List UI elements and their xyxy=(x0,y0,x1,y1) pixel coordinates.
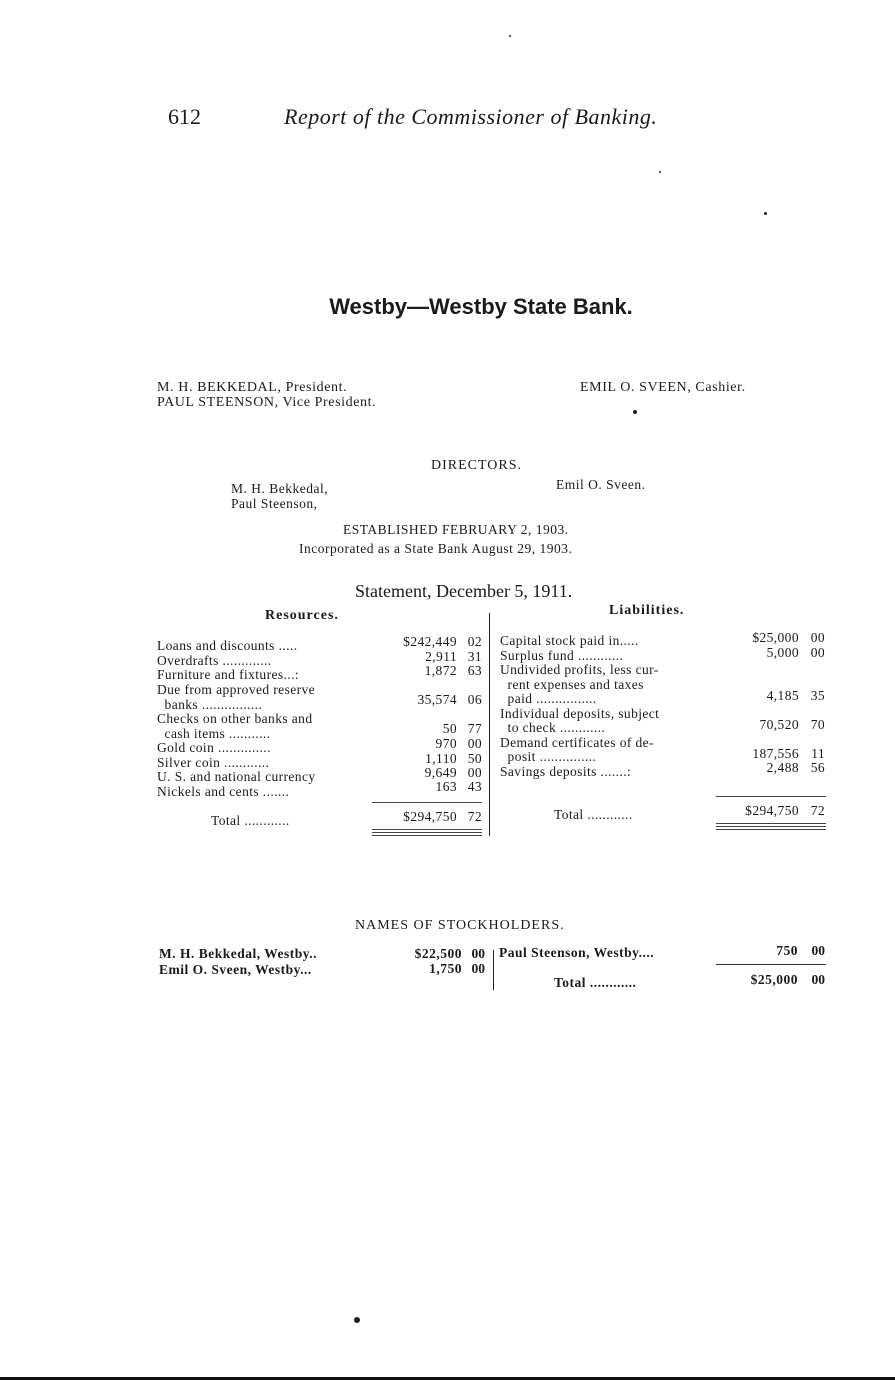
stockholder-cents: 00 xyxy=(471,961,485,976)
resources-heading: Resources. xyxy=(265,608,339,623)
incorporated-date: Incorporated as a State Bank August 29, 1903. xyxy=(299,541,573,556)
resource-label: Silver coin ............ xyxy=(157,755,270,770)
total-double-rule xyxy=(716,826,826,827)
liability-label: to check ............ xyxy=(500,720,606,735)
total-rule xyxy=(372,802,482,803)
stockholder-dollars: 750 xyxy=(776,943,798,958)
scan-speck xyxy=(509,35,511,37)
officer-vice-president: PAUL STEENSON, Vice President. xyxy=(157,395,377,410)
liability-dollars: 4,185 xyxy=(766,688,799,703)
resources-total-label: Total ............ xyxy=(211,813,290,828)
liability-label: rent expenses and taxes xyxy=(500,677,644,692)
directors-heading: DIRECTORS. xyxy=(431,458,523,473)
total-double-rule xyxy=(372,832,482,833)
liability-dollars: 2,488 xyxy=(766,760,799,775)
liability-label: paid ................ xyxy=(500,691,597,706)
resource-cents: 00 xyxy=(467,765,482,780)
liability-cents: 11 xyxy=(811,746,825,761)
total-double-rule xyxy=(372,835,482,836)
scan-speck xyxy=(633,410,637,414)
officer-president: M. H. BEKKEDAL, President. xyxy=(157,380,348,395)
liability-dollars: 5,000 xyxy=(766,645,799,660)
resource-label: Loans and discounts ..... xyxy=(157,638,298,653)
liabilities-total-cents: 72 xyxy=(810,803,825,818)
bank-title: Westby—Westby State Bank. xyxy=(329,294,633,319)
resource-label: banks ................ xyxy=(157,697,263,712)
scan-speck xyxy=(354,1317,360,1323)
stockholder-cents: 00 xyxy=(471,946,485,961)
stockholders-total-cents: 00 xyxy=(811,972,825,987)
liabilities-total-dollars: $294,750 xyxy=(745,803,799,818)
resource-dollars: 970 xyxy=(435,736,457,751)
liability-label: Capital stock paid in..... xyxy=(500,633,639,648)
resource-cents: 31 xyxy=(467,649,482,664)
liability-dollars: 187,556 xyxy=(752,746,799,761)
resource-dollars: 9,649 xyxy=(424,765,457,780)
director-name: M. H. Bekkedal, xyxy=(231,481,329,496)
liabilities-total-label: Total ............ xyxy=(554,807,633,822)
resource-cents: 63 xyxy=(467,663,482,678)
resource-cents: 77 xyxy=(467,721,482,736)
liability-label: Individual deposits, subject xyxy=(500,706,660,721)
liability-cents: 00 xyxy=(810,630,825,645)
liability-label: Savings deposits .......: xyxy=(500,764,632,779)
stockholders-heading: NAMES OF STOCKHOLDERS. xyxy=(355,918,565,933)
total-double-rule xyxy=(372,829,482,830)
liability-label: Demand certificates of de- xyxy=(500,735,654,750)
total-double-rule xyxy=(716,823,826,824)
stockholder-name: Paul Steenson, Westby.... xyxy=(499,945,655,960)
resource-dollars: 163 xyxy=(435,779,457,794)
statement-title: Statement, December 5, 1911. xyxy=(355,581,573,601)
stockholder-name: M. H. Bekkedal, Westby.. xyxy=(159,946,318,961)
liability-cents: 70 xyxy=(810,717,825,732)
director-name: Emil O. Sveen. xyxy=(556,477,646,492)
resource-cents: 06 xyxy=(467,692,482,707)
total-rule xyxy=(716,964,826,965)
liability-label: Surplus fund ............ xyxy=(500,648,624,663)
resource-label: Overdrafts ............. xyxy=(157,653,272,668)
liability-cents: 35 xyxy=(810,688,825,703)
liability-cents: 56 xyxy=(810,760,825,775)
resource-dollars: 35,574 xyxy=(417,692,457,707)
liability-dollars: 70,520 xyxy=(759,717,799,732)
liabilities-heading: Liabilities. xyxy=(609,603,685,618)
resource-label: Gold coin .............. xyxy=(157,740,271,755)
officer-cashier: EMIL O. SVEEN, Cashier. xyxy=(580,380,746,395)
column-divider xyxy=(489,613,490,836)
resource-cents: 00 xyxy=(467,736,482,751)
stockholders-divider xyxy=(493,950,494,990)
established-date: ESTABLISHED FEBRUARY 2, 1903. xyxy=(343,522,569,537)
stockholders-total-dollars: $25,000 xyxy=(750,972,798,987)
stockholder-dollars: 1,750 xyxy=(429,961,462,976)
running-title: Report of the Commissioner of Banking. xyxy=(284,104,658,129)
resource-cents: 02 xyxy=(467,634,482,649)
stockholder-name: Emil O. Sveen, Westby... xyxy=(159,962,312,977)
resource-label: Furniture and fixtures...: xyxy=(157,667,299,682)
resource-dollars: 50 xyxy=(442,721,457,736)
liability-dollars: $25,000 xyxy=(752,630,799,645)
resource-dollars: 1,110 xyxy=(425,751,457,766)
page-number: 612 xyxy=(168,104,201,129)
resource-label: Nickels and cents ....... xyxy=(157,784,290,799)
director-name: Paul Steenson, xyxy=(231,496,318,511)
liability-label: Undivided profits, less cur- xyxy=(500,662,659,677)
resource-dollars: $242,449 xyxy=(403,634,457,649)
scan-speck xyxy=(659,171,661,173)
resource-cents: 50 xyxy=(467,751,482,766)
stockholder-dollars: $22,500 xyxy=(414,946,462,961)
resource-cents: 43 xyxy=(467,779,482,794)
liability-label: posit ............... xyxy=(500,749,597,764)
resource-label: U. S. and national currency xyxy=(157,769,316,784)
scan-speck xyxy=(764,212,767,215)
resource-dollars: 1,872 xyxy=(424,663,457,678)
stockholders-total-label: Total ............ xyxy=(554,975,637,990)
resource-dollars: 2,911 xyxy=(425,649,457,664)
resources-total-cents: 72 xyxy=(467,809,482,824)
stockholder-cents: 00 xyxy=(811,943,825,958)
resource-label: Due from approved reserve xyxy=(157,682,316,697)
total-double-rule xyxy=(716,829,826,830)
resources-total-dollars: $294,750 xyxy=(403,809,457,824)
resource-label: Checks on other banks and xyxy=(157,711,313,726)
liability-cents: 00 xyxy=(810,645,825,660)
total-rule xyxy=(716,796,826,797)
resource-label: cash items ........... xyxy=(157,726,271,741)
